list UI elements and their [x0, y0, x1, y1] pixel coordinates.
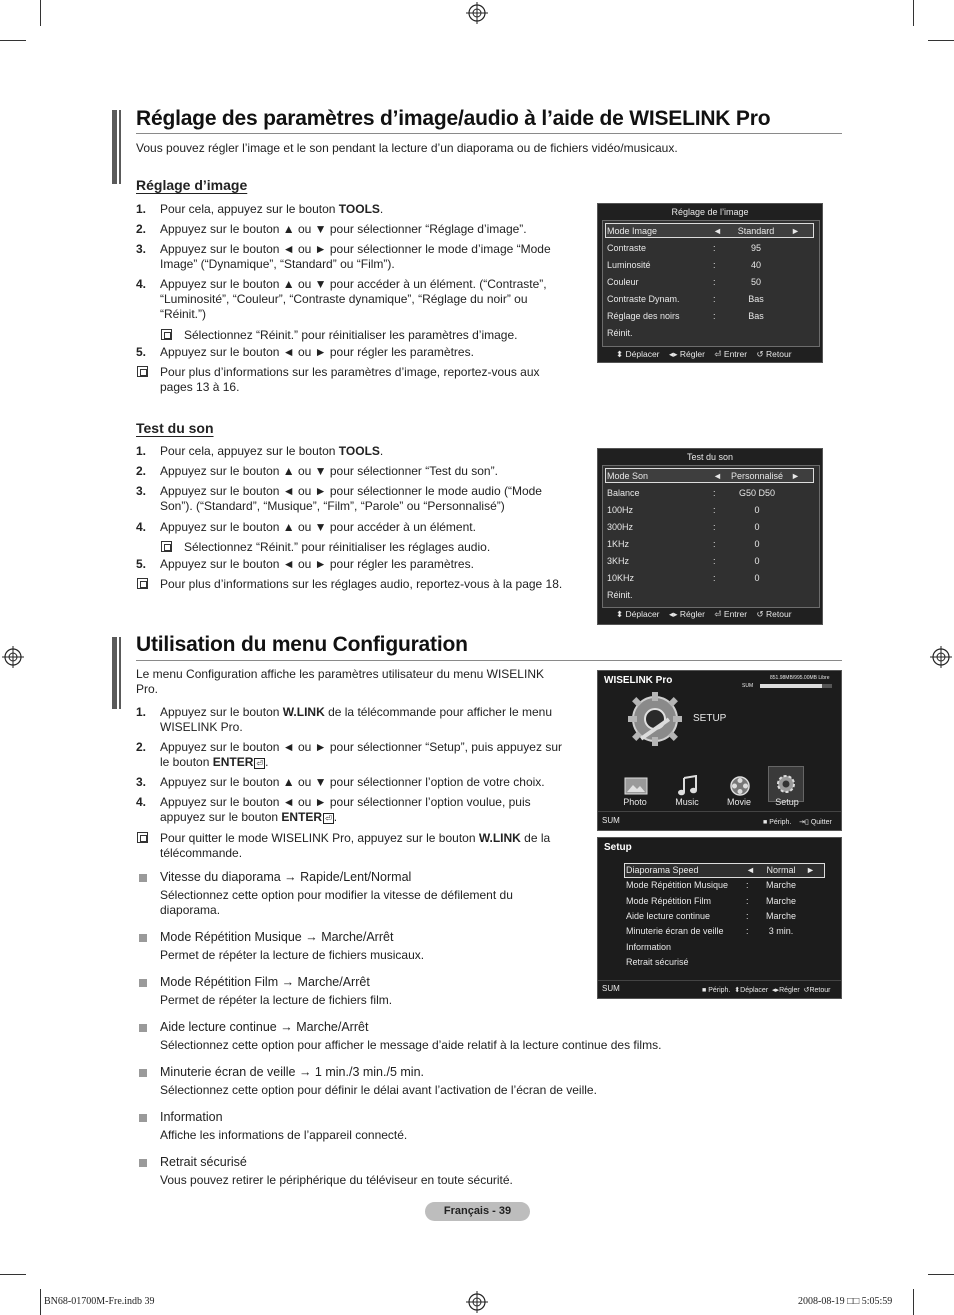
osd-row-separator: : — [746, 910, 749, 921]
setup-gear-icon — [626, 691, 684, 747]
osd-row-value: 0 — [754, 556, 760, 566]
sound-step-3: 3. Appuyez sur le bouton ◄ ou ► pour sélectionner le mode audio (“Mode Son”). (“Standard”, “Musique”, “Film”, “Parole” ou “Personnalisé”) — [136, 484, 542, 513]
movie-icon — [729, 775, 751, 797]
osd-row-value: 95 — [750, 243, 761, 253]
osd-row-separator: : — [713, 311, 716, 321]
device-icon: ■ — [702, 987, 707, 994]
osd-row-value: 0 — [754, 539, 760, 549]
photo-icon — [624, 776, 648, 796]
osd-row-label: Information — [626, 941, 672, 952]
image-step-1: 1. Pour cela, appuyez sur le bouton TOOLS. — [136, 202, 384, 216]
osd-footer: ⬍ Déplacer ◂▸ Régler ⏎ Entrer ↺ Retour — [616, 349, 792, 359]
osd-row-value: Marche — [765, 880, 796, 891]
option-title: Vitesse du diaporama → Rapide/Lent/Normal — [160, 870, 412, 884]
osd-row-label: Mode Répétition Musique — [626, 880, 729, 891]
note-icon — [137, 832, 148, 843]
crop-mark — [913, 1289, 914, 1315]
wiselink-menu-label: Photo — [623, 797, 647, 807]
wiselink-menu-item[interactable] — [676, 774, 700, 798]
option-description: Permet de répéter la lecture de fichiers musicaux. — [160, 948, 425, 962]
option-description: Permet de répéter la lecture de fichiers film. — [160, 993, 393, 1007]
device-icon: ■ — [763, 819, 768, 826]
image-note-1: Sélectionnez “Réinit.” pour réinitialiser les paramètres d’image. — [184, 328, 518, 342]
sound-step-1: 1. Pour cela, appuyez sur le bouton TOOLS. — [136, 444, 384, 458]
osd-row-separator: : — [713, 505, 716, 515]
return-icon: ↺ — [756, 349, 764, 359]
enter-icon: ⏎ — [325, 814, 332, 823]
wiselink-menu-label: Movie — [726, 797, 751, 807]
osd-footer-right: ■ Périph. ⬍Déplacer ◂▸Régler ↺Retour — [702, 987, 831, 994]
section-rule — [136, 133, 842, 134]
return-icon: ↺ — [756, 609, 764, 619]
section-rule — [136, 660, 842, 661]
osd-title: Setup — [604, 842, 632, 853]
osd-row-value: G50 D50 — [738, 488, 776, 498]
image-step-4: 4. Appuyez sur le bouton ▲ ou ▼ pour accéder à un élément. (“Contraste”, “Luminosité”, “Couleur”, “Contraste dynamique”, “Réglage du noir” ou “Réinit.”) — [136, 277, 547, 321]
osd-header: Test du son — [686, 452, 734, 462]
config-step-1: 1. Appuyez sur le bouton W.LINK de la télécommande pour afficher le menu WISELINK Pro. — [136, 705, 552, 734]
osd-row-value: 0 — [754, 522, 760, 532]
osd-row-separator: ◄ — [746, 865, 755, 875]
osd-row-separator: : — [713, 488, 716, 498]
osd-row-separator: : — [713, 556, 716, 566]
bullet-icon — [139, 874, 147, 882]
sound-note-1: Sélectionnez “Réinit.” pour réinitialiser les réglages audio. — [184, 540, 491, 554]
crop-mark — [0, 40, 26, 41]
registration-mark-icon — [930, 646, 952, 668]
osd-row-label: Contraste Dynam. — [607, 294, 680, 304]
bullet-icon — [139, 1159, 147, 1167]
registration-mark-icon — [2, 646, 24, 668]
option-title: Minuterie écran de veille → 1 min./3 min./5 min. — [160, 1065, 424, 1079]
osd-sound-test — [597, 448, 823, 625]
page-number: Français - 39 — [425, 1202, 530, 1221]
osd-row-value: Normal — [766, 865, 796, 875]
section-bar — [112, 110, 117, 184]
osd-title: WISELINK Pro — [604, 675, 673, 686]
config-step-2: 2. Appuyez sur le bouton ◄ ou ► pour sélectionner “Setup”, puis appuyez sur le bouton ENTER ⏎ . — [136, 740, 562, 769]
osd-wiselink — [597, 670, 842, 831]
move-icon: ⬍ — [616, 349, 624, 359]
osd-row-value: Bas — [748, 311, 764, 321]
move-icon: ⬍ — [734, 987, 741, 994]
osd-row-label: 100Hz — [607, 505, 634, 515]
bullet-icon — [139, 1069, 147, 1077]
sound-step-2: 2. Appuyez sur le bouton ▲ ou ▼ pour sélectionner “Test du son”. — [136, 464, 498, 478]
subheading-image: Réglage d’image — [136, 177, 248, 193]
osd-panel — [602, 465, 820, 608]
config-step-4: 4. Appuyez sur le bouton ◄ ou ► pour sélectionner l’option voulue, puis appuyez sur le bouton ENTER ⏎ . — [136, 795, 531, 824]
registration-mark-icon — [466, 2, 488, 24]
wiselink-menu-item[interactable] — [728, 774, 752, 798]
wiselink-menu-label: Setup — [775, 797, 799, 807]
sound-step-4: 4. Appuyez sur le bouton ▲ ou ▼ pour accéder à un élément. — [136, 520, 476, 534]
osd-row-label: Réglage des noirs — [607, 311, 680, 321]
osd-footer: ⬍ Déplacer ◂▸ Régler ⏎ Entrer ↺ Retour — [616, 609, 792, 619]
crop-mark — [928, 1274, 954, 1275]
crop-mark — [0, 1274, 26, 1275]
crop-mark — [913, 0, 914, 26]
option-description: Sélectionnez cette option pour modifier la vitesse de défilement du diaporama. — [160, 888, 513, 917]
print-slug-right: 2008-08-19 □□ 5:05:59 — [798, 1296, 893, 1307]
osd-row-value: 3 min. — [768, 926, 794, 937]
wiselink-menu-label: Music — [675, 797, 699, 807]
note-icon — [137, 366, 148, 377]
osd-row-separator: : — [713, 243, 716, 253]
subheading-sound: Test du son — [136, 420, 214, 436]
wiselink-menu-item[interactable] — [624, 774, 648, 798]
osd-row-separator: : — [746, 926, 749, 937]
storage-info: 851.98MB/995.00MB Libre — [770, 675, 830, 681]
image-step-3: 3. Appuyez sur le bouton ◄ ou ► pour sélectionner le mode d’image “Mode Image” (“Dynamique”, “Standard” ou “Film”). — [136, 242, 551, 271]
section-bar — [112, 637, 117, 709]
crop-mark — [40, 1289, 41, 1315]
bullet-icon — [139, 934, 147, 942]
option-title: Aide lecture continue → Marche/Arrêt — [160, 1020, 369, 1034]
osd-row-value: Standard — [737, 226, 775, 236]
osd-row-label: Retrait sécurisé — [626, 956, 689, 967]
osd-row-separator: ◄ — [713, 226, 722, 236]
osd-row-label: Aide lecture continue — [626, 910, 711, 921]
enter-icon: ⏎ — [714, 349, 722, 359]
section-title: Utilisation du menu Configuration — [136, 633, 468, 656]
osd-row-label[interactable]: Mode Image — [607, 226, 658, 236]
option-title: Information — [160, 1110, 223, 1124]
osd-footer-left: SUM — [602, 816, 620, 825]
osd-row-value: 40 — [750, 260, 761, 270]
image-step-2: 2. Appuyez sur le bouton ▲ ou ▼ pour sélectionner “Réglage d’image”. — [136, 222, 527, 236]
osd-row-value: 0 — [754, 505, 760, 515]
bullet-icon — [139, 979, 147, 987]
osd-row-label: Réinit. — [607, 590, 633, 600]
osd-row-label[interactable]: Diaporama Speed — [626, 865, 699, 875]
osd-row-label: Luminosité — [607, 260, 651, 270]
osd-row-label: Mode Répétition Film — [626, 895, 712, 906]
osd-row-label: Réinit. — [607, 328, 633, 338]
osd-row-separator: : — [746, 880, 749, 891]
return-icon: ↺ — [803, 987, 810, 994]
sound-note-2: Pour plus d’informations sur les réglages audio, reportez-vous à la page 18. — [160, 577, 563, 591]
section-bar — [119, 110, 121, 184]
osd-footer-right: ■ Périph. ⇥▯ Quitter — [763, 819, 832, 826]
osd-row-value: Bas — [748, 294, 764, 304]
section-bar — [119, 637, 121, 709]
osd-row-label: 10KHz — [607, 573, 635, 583]
note-icon — [137, 578, 148, 589]
adjust-icon: ◂▸ — [668, 609, 678, 619]
osd-row-arrow[interactable]: ► — [791, 471, 800, 481]
print-slug-left: BN68-01700M-Fre.indb 39 — [44, 1296, 155, 1307]
move-icon: ⬍ — [616, 609, 624, 619]
osd-divider — [598, 811, 841, 812]
osd-row-label: Contraste — [607, 243, 647, 253]
note-icon — [161, 541, 172, 552]
option-description: Sélectionnez cette option pour définir le délai avant l’activation de l’écran de veille. — [160, 1083, 597, 1097]
image-step-5: 5. Appuyez sur le bouton ◄ ou ► pour régler les paramètres. — [136, 345, 474, 359]
osd-row-value: Marche — [765, 910, 796, 921]
note-icon — [161, 329, 172, 340]
setup-icon — [774, 772, 798, 796]
option-title: Mode Répétition Film → Marche/Arrêt — [160, 975, 370, 989]
sound-step-5: 5. Appuyez sur le bouton ◄ ou ► pour régler les paramètres. — [136, 557, 474, 571]
osd-row-label: 1KHz — [607, 539, 630, 549]
enter-icon: ⏎ — [256, 759, 264, 768]
section-title: Réglage des paramètres d’image/audio à l’aide de WISELINK Pro — [136, 107, 771, 130]
osd-row-value: 50 — [750, 277, 761, 287]
adjust-icon: ◂▸ — [668, 349, 678, 359]
bullet-icon — [139, 1114, 147, 1122]
option-title: Mode Répétition Musique → Marche/Arrêt — [160, 930, 394, 944]
osd-row-label: 300Hz — [607, 522, 634, 532]
setup-label: SETUP — [693, 713, 727, 724]
config-note-1: Pour quitter le mode WISELINK Pro, appuyez sur le bouton W.LINK de la télécommande. — [160, 831, 551, 860]
osd-setup — [597, 837, 842, 999]
option-description: Sélectionnez cette option pour afficher le message d’aide relatif à la lecture continue des films. — [160, 1038, 662, 1052]
crop-mark — [928, 40, 954, 41]
osd-row-value: 0 — [754, 573, 760, 583]
storage-bar — [760, 684, 832, 688]
osd-row-separator: : — [713, 539, 716, 549]
osd-row-label: Minuterie écran de veille — [626, 926, 724, 937]
osd-row-label: Balance — [607, 488, 640, 498]
osd-header: Réglage de l’image — [671, 207, 749, 217]
osd-row-separator: : — [713, 573, 716, 583]
osd-image-settings — [597, 203, 823, 363]
osd-row-value: Marche — [765, 895, 796, 906]
osd-row-label: 3KHz — [607, 556, 630, 566]
enter-icon: ⏎ — [714, 609, 722, 619]
osd-row-separator: ◄ — [713, 471, 722, 481]
osd-footer-left: SUM — [602, 984, 620, 993]
osd-row-value: Personnalisé — [730, 471, 784, 481]
osd-row-separator: : — [713, 277, 716, 287]
storage-bar-fill — [760, 684, 822, 688]
osd-row-label: Couleur — [607, 277, 639, 287]
option-title: Retrait sécurisé — [160, 1155, 247, 1169]
adjust-icon: ◂▸ — [772, 987, 780, 994]
registration-mark-icon — [466, 1291, 488, 1313]
music-icon — [676, 775, 700, 797]
storage-label: SUM — [742, 683, 754, 689]
osd-row-arrow[interactable]: ► — [791, 226, 800, 236]
osd-row-separator: : — [713, 522, 716, 532]
osd-row-arrow[interactable]: ► — [806, 865, 815, 875]
osd-row-separator: : — [713, 260, 716, 270]
osd-row-label[interactable]: Mode Son — [607, 471, 649, 481]
config-step-3: 3. Appuyez sur le bouton ▲ ou ▼ pour sélectionner l’option de votre choix. — [136, 775, 545, 789]
crop-mark — [40, 0, 41, 26]
section-intro: Vous pouvez régler l’image et le son pendant la lecture d’un diaporama ou de fichiers vidéo/musicaux. — [136, 141, 678, 155]
image-note-2: Pour plus d’informations sur les paramètres d’image, reportez-vous aux pages 13 à 16. — [160, 365, 540, 394]
section-intro: Le menu Configuration affiche les paramètres utilisateur du menu WISELINK Pro. — [136, 667, 544, 696]
option-description: Vous pouvez retirer le périphérique du téléviseur en toute sécurité. — [160, 1173, 513, 1187]
bullet-icon — [139, 1024, 147, 1032]
quit-icon: ⇥▯ — [799, 819, 809, 826]
osd-row-separator: : — [713, 294, 716, 304]
option-description: Affiche les informations de l’appareil connecté. — [160, 1128, 408, 1142]
osd-divider — [598, 980, 841, 981]
osd-row-separator: : — [746, 895, 749, 906]
